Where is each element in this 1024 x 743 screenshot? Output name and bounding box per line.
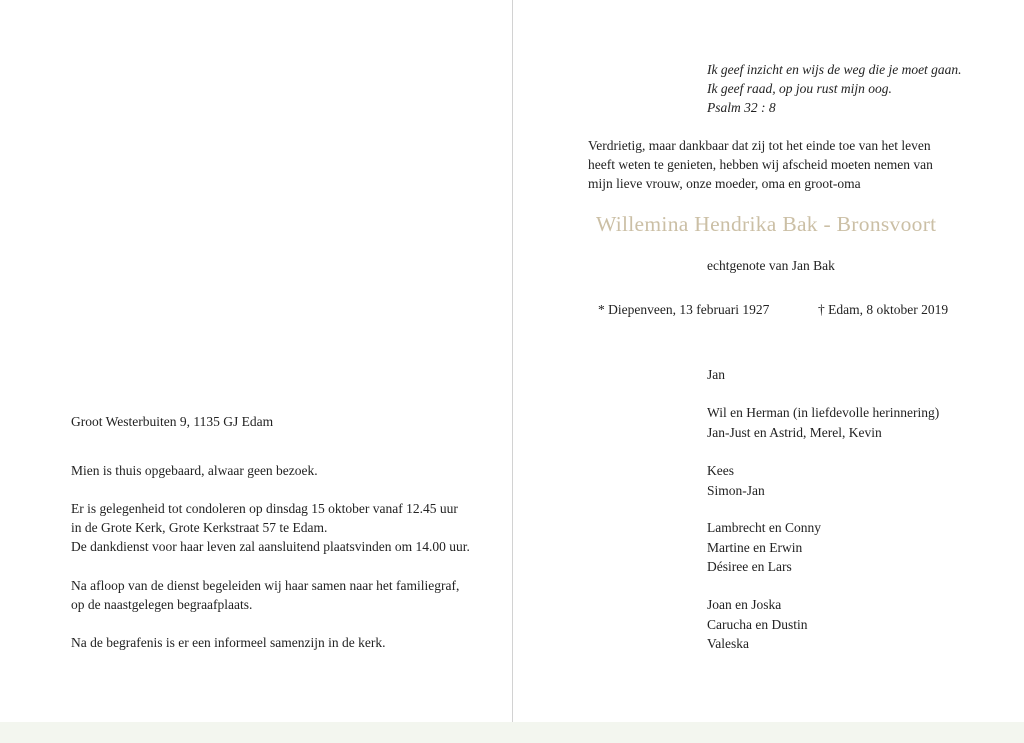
intro-line-1: Verdrietig, maar dankbaar dat zij tot het einde toe van het leven — [588, 138, 931, 153]
family-group-4 — [707, 595, 807, 654]
psalm-line-1: Ik geef inzicht en wijs de weg die je moet gaan. — [707, 62, 962, 77]
intro-line-3: mijn lieve vrouw, onze moeder, oma en groot-oma — [588, 176, 861, 191]
spouse-line: echtgenote van Jan Bak — [707, 258, 835, 273]
burial-line-1: Na afloop van de dienst begeleiden wij haar samen naar het familiegraf, — [71, 578, 460, 593]
card-fold-line — [512, 0, 513, 722]
scan-bottom-edge — [0, 722, 1024, 743]
viewing-note: Mien is thuis opgebaard, alwaar geen bezoek. — [71, 463, 318, 478]
family-group-husband — [707, 365, 725, 385]
death-date: † Edam, 8 oktober 2019 — [818, 302, 949, 317]
family-member: Lambrecht en Conny — [707, 520, 821, 535]
family-group-3 — [707, 518, 821, 577]
address: Groot Westerbuiten 9, 1135 GJ Edam — [71, 414, 274, 429]
psalm-reference: Psalm 32 : 8 — [707, 100, 776, 115]
gathering-line: Na de begrafenis is er een informeel samenzijn in de kerk. — [71, 635, 386, 650]
intro-line-2: heeft weten te genieten, hebben wij afscheid moeten nemen van — [588, 157, 933, 172]
family-member: Jan — [707, 367, 725, 382]
condolence-line-2: in de Grote Kerk, Grote Kerkstraat 57 te Edam. — [71, 520, 328, 535]
burial-line-2: op de naastgelegen begraafplaats. — [71, 597, 253, 612]
family-member: Jan-Just en Astrid, Merel, Kevin — [707, 424, 882, 440]
deceased-name: Willemina Hendrika Bak - Bronsvoort — [596, 212, 937, 236]
family-member: Joan en Joska — [707, 597, 782, 612]
birth-date: * Diepenveen, 13 februari 1927 — [598, 302, 770, 317]
psalm-line-2: Ik geef raad, op jou rust mijn oog. — [707, 81, 892, 96]
service-line: De dankdienst voor haar leven zal aansluitend plaatsvinden om 14.00 uur. — [71, 539, 470, 554]
family-group-2 — [707, 461, 765, 500]
family-member: Martine en Erwin — [707, 539, 803, 555]
condolence-line-1: Er is gelegenheid tot condoleren op dinsdag 15 oktober vanaf 12.45 uur — [71, 501, 458, 516]
family-member: Simon-Jan — [707, 482, 765, 498]
family-member: Wil en Herman (in liefdevolle herinnering) — [707, 405, 940, 420]
family-member: Désiree en Lars — [707, 559, 792, 574]
family-member: Carucha en Dustin — [707, 616, 808, 632]
family-member: Kees — [707, 463, 734, 478]
family-member: Valeska — [707, 636, 749, 651]
family-group-1 — [707, 403, 939, 442]
